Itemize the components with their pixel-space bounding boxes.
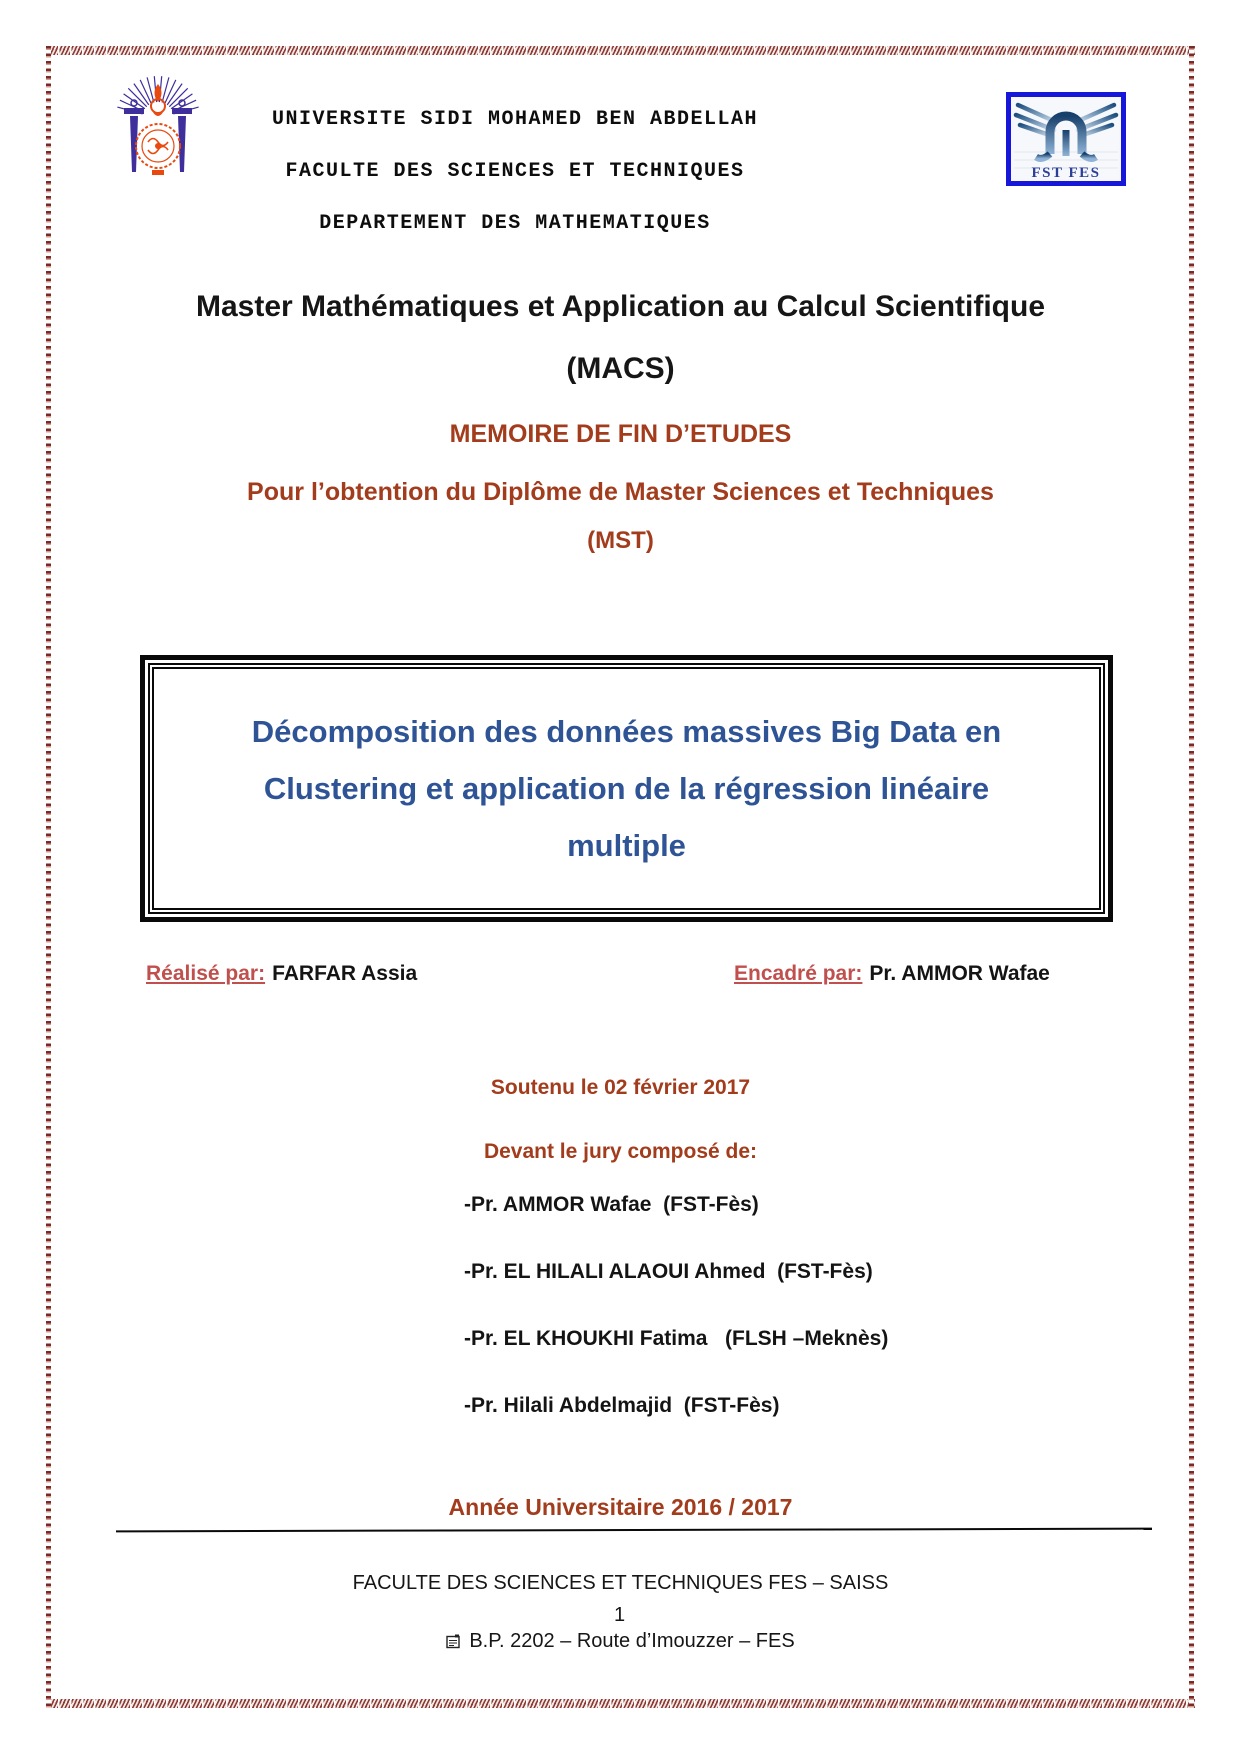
fst-fes-logo-text: FST FES <box>1031 165 1101 181</box>
academic-year: Année Universitaire 2016 / 2017 <box>448 1494 793 1520</box>
footer-address-text: B.P. 2202 – Route d’Imouzzer – FES <box>469 1630 795 1652</box>
page-border-top <box>46 46 1195 55</box>
page-border-bottom <box>46 1699 1195 1708</box>
university-name: UNIVERSITE SIDI MOHAMED BEN ABDELLAH <box>271 108 759 131</box>
jury-member: -Pr. EL HILALI ALAOUI Ahmed (FST-Fès) <box>464 1260 873 1283</box>
diplome-subheading: Pour l’obtention du Diplôme de Master Sciences et Techniques <box>247 478 994 506</box>
thesis-title-box-mid-border <box>148 663 1105 914</box>
faculty-name: FACULTE DES SCIENCES ET TECHNIQUES <box>285 160 745 183</box>
fst-fes-logo-icon <box>1006 92 1126 186</box>
master-program-acronym: (MACS) <box>566 352 675 385</box>
thesis-title-box-inner-border <box>152 667 1101 910</box>
defense-date: Soutenu le 02 février 2017 <box>490 1076 751 1099</box>
encadre-par-label: Encadré par: <box>734 962 863 985</box>
author-name: FARFAR Assia <box>272 962 418 985</box>
byline-row <box>146 962 1146 986</box>
thesis-title-line-1: Décomposition des données massives Big Data en <box>251 714 1002 749</box>
realise-group <box>146 962 417 985</box>
jury-member: -Pr. Hilali Abdelmajid (FST-Fès) <box>464 1394 780 1417</box>
jury-member: -Pr. EL KHOUKHI Fatima (FLSH –Meknès) <box>464 1327 889 1350</box>
master-program-title: Master Mathématiques et Application au Calcul Scientifique <box>195 290 1046 323</box>
jury-list <box>464 1192 888 1460</box>
thesis-title-box <box>140 655 1113 922</box>
memoire-heading: MEMOIRE DE FIN D’ETUDES <box>449 420 792 448</box>
jury-intro: Devant le jury composé de: <box>483 1140 758 1163</box>
footer-address-line <box>50 1630 1191 1655</box>
footer-faculty-line: FACULTE DES SCIENCES ET TECHNIQUES FES – SAISS <box>352 1572 889 1594</box>
jury-member: -Pr. AMMOR Wafae (FST-Fès) <box>464 1193 759 1216</box>
footer-divider-line <box>116 1528 1152 1533</box>
department-name: DEPARTEMENT DES MATHEMATIQUES <box>319 212 711 235</box>
thesis-title-line-3: multiple <box>567 828 686 863</box>
realise-par-label: Réalisé par: <box>146 962 266 985</box>
fst-fes-logo <box>1006 92 1126 191</box>
encadre-group <box>734 962 1050 986</box>
diplome-acronym: (MST) <box>587 527 654 554</box>
institution-header <box>190 94 840 250</box>
supervisor-name: Pr. AMMOR Wafae <box>869 962 1050 985</box>
page-number: 1 <box>614 1604 626 1626</box>
thesis-title-line-2: Clustering et application de la régression linéaire <box>263 771 990 806</box>
fax-icon <box>446 1632 461 1655</box>
